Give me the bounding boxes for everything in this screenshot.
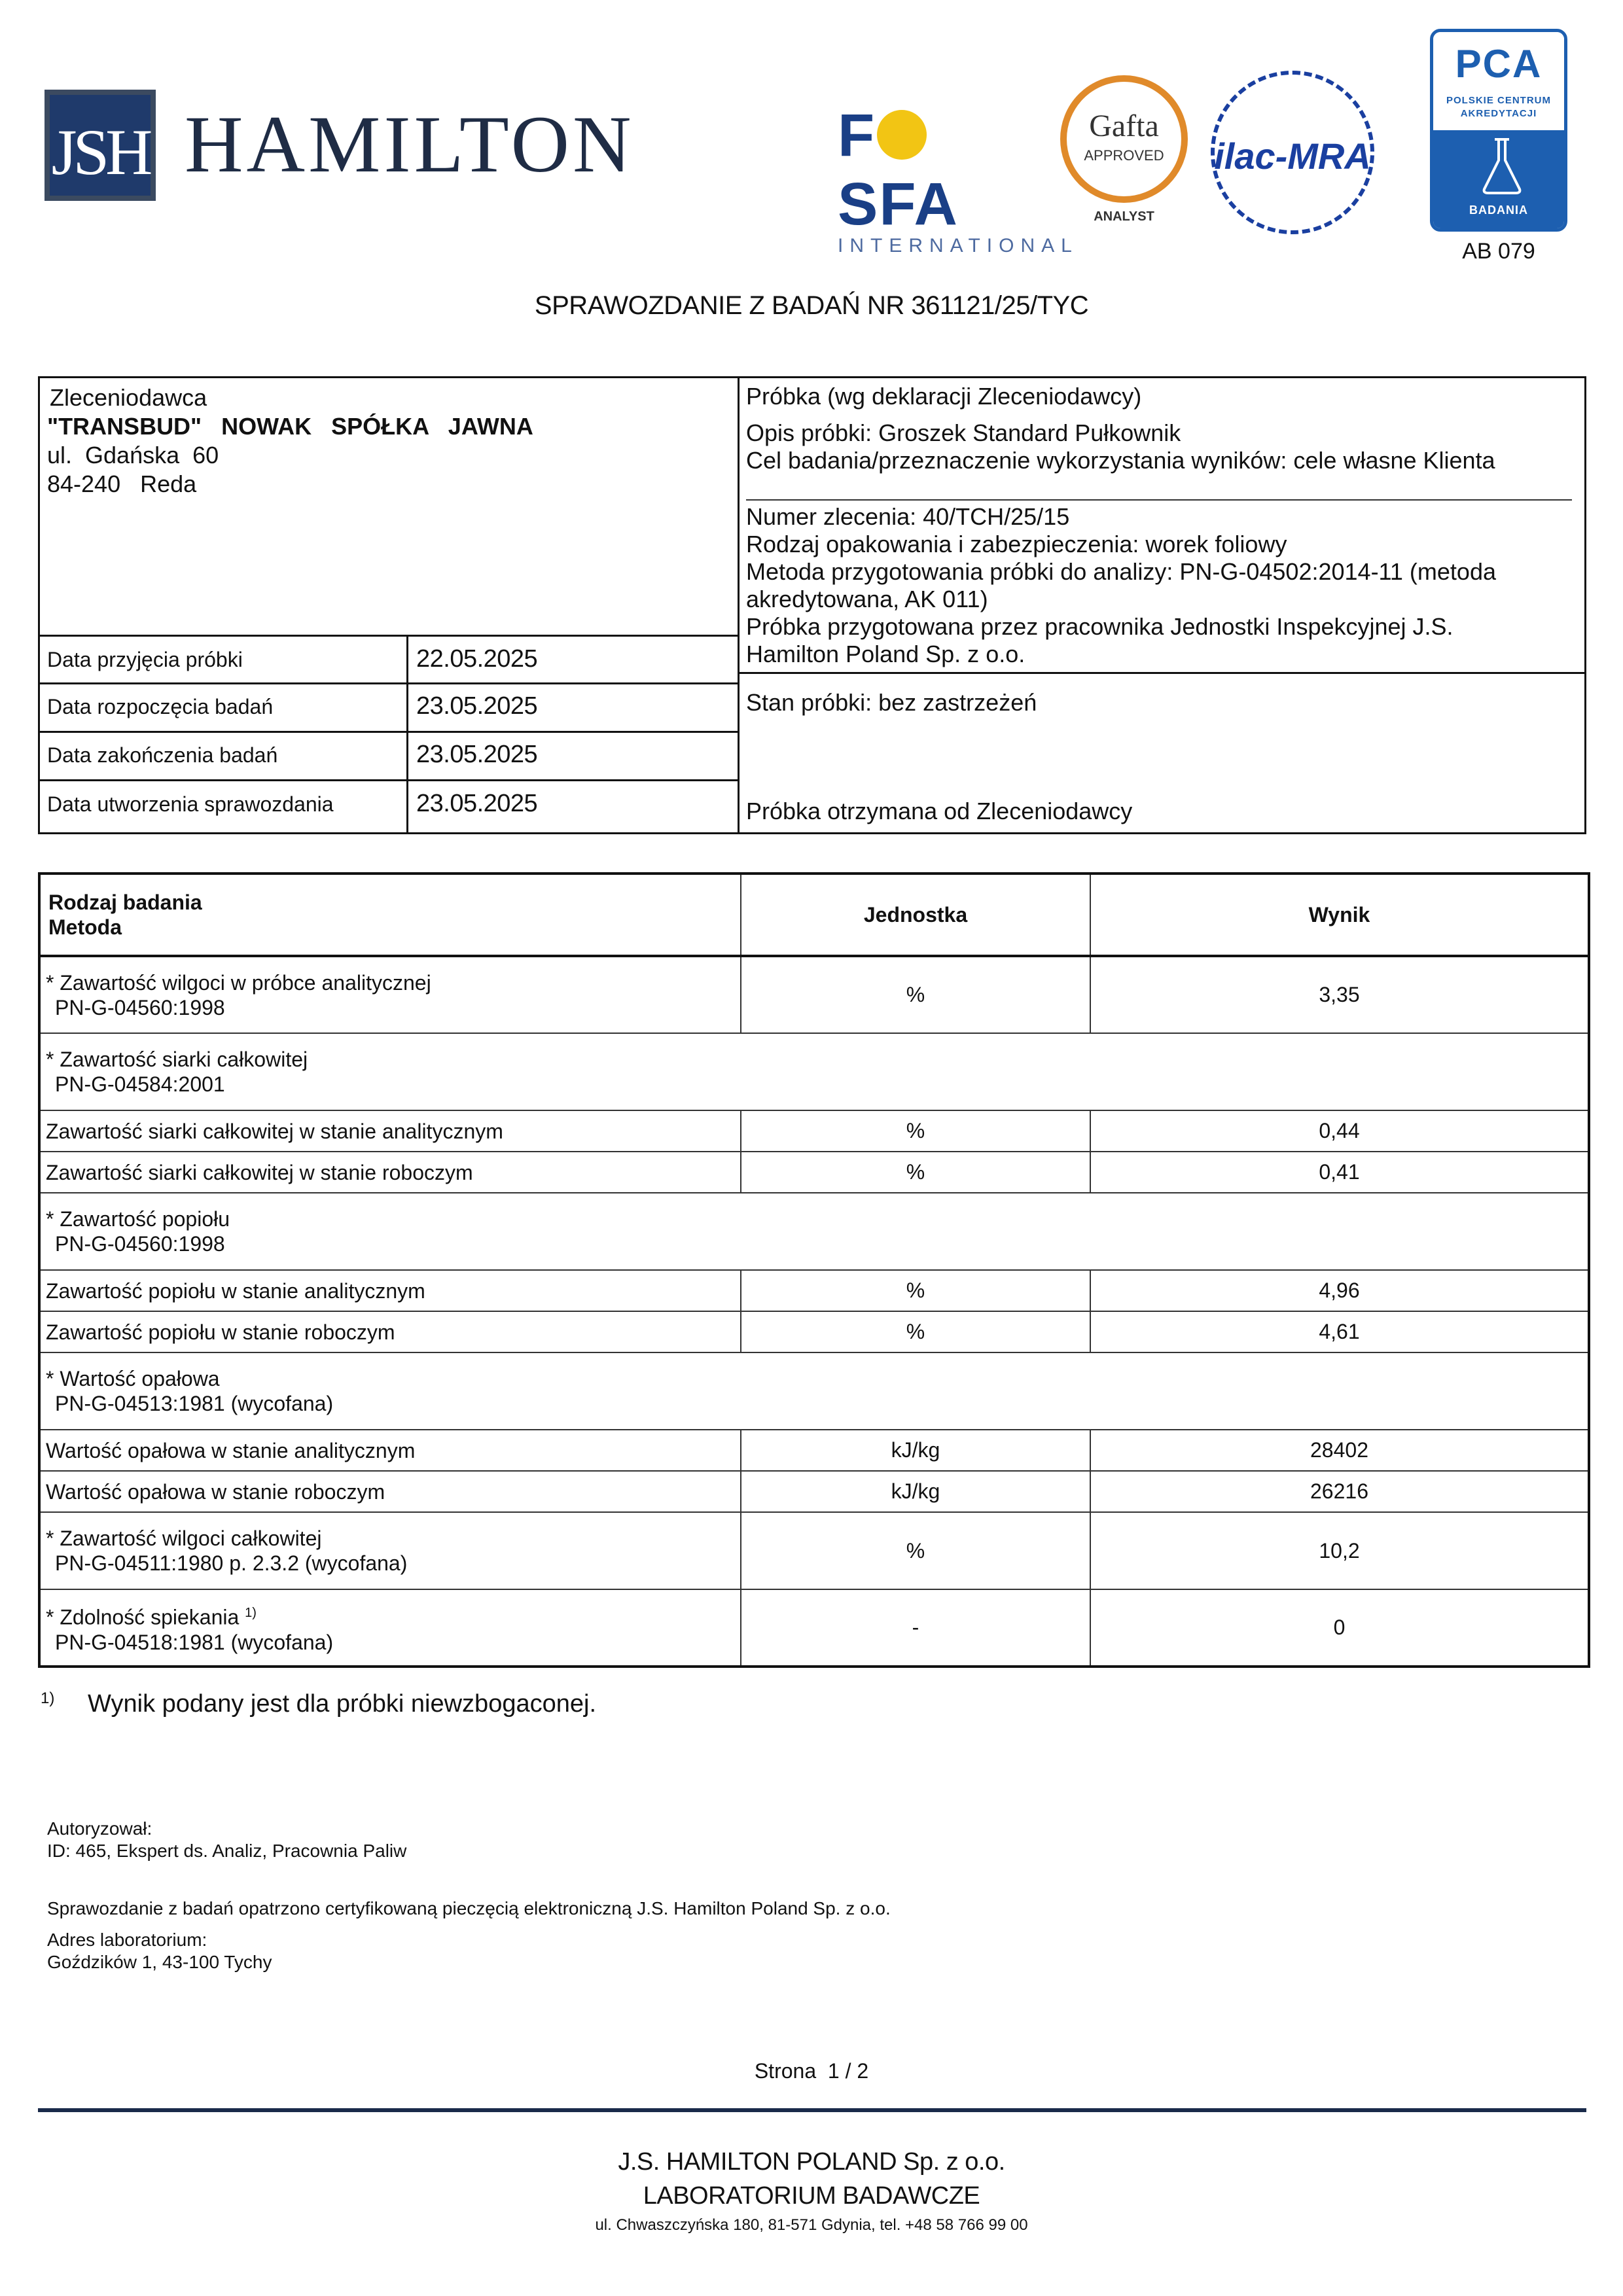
test-unit: % [741, 1270, 1090, 1311]
client-street: ul. Gdańska 60 [47, 442, 219, 468]
header-result: Wynik [1090, 874, 1589, 956]
test-title: Zawartość siarki całkowitej w stanie analitycznym [39, 1110, 741, 1152]
date-grid-line [38, 635, 739, 637]
table-row [39, 1430, 1589, 1471]
accreditation-code: AB 079 [1462, 239, 1535, 264]
test-value: 28402 [1090, 1430, 1589, 1471]
gafta-line1: Gafta [1089, 109, 1159, 143]
globe-icon [877, 110, 927, 160]
table-row [39, 1270, 1589, 1311]
pca-logo-text: PCA [1455, 42, 1543, 86]
test-title: Wartość opałowa w stanie roboczym [39, 1471, 741, 1512]
test-title: * Wartość opałowa [46, 1367, 220, 1390]
header-unit: Jednostka [741, 874, 1090, 956]
test-value: 3,35 [1090, 956, 1589, 1033]
footer-divider [38, 2108, 1586, 2112]
sample-heading: Próbka (wg deklaracji Zleceniodawcy) [746, 383, 1142, 410]
date-value: 23.05.2025 [416, 692, 538, 720]
test-unit: - [741, 1589, 1090, 1667]
sample-separator [746, 499, 1572, 501]
table-row [39, 1352, 1589, 1430]
test-method: PN-G-04518:1981 (wycofana) [55, 1630, 334, 1654]
lab-address-label: Adres laboratorium: [47, 1930, 207, 1950]
page-number: Strona 1 / 2 [754, 2059, 869, 2083]
brand-name: HAMILTON [185, 99, 635, 189]
test-title: * Zdolność spiekania [46, 1605, 240, 1629]
pca-sub2: AKREDYTACJI [1460, 108, 1537, 119]
test-unit: % [741, 1152, 1090, 1193]
date-grid-line [38, 731, 739, 733]
footer-address: ul. Chwaszczyńska 180, 81-571 Gdynia, tel. +48 58 766 99 00 [595, 2216, 1028, 2234]
test-value: 4,61 [1090, 1311, 1589, 1352]
prep-method-line2: akredytowana, AK 011) [746, 586, 988, 612]
gafta-line2: APPROVED [1084, 147, 1164, 164]
test-method: PN-G-04513:1981 (wycofana) [55, 1392, 334, 1415]
test-title: * Zawartość popiołu [46, 1207, 230, 1231]
test-value: 0,41 [1090, 1152, 1589, 1193]
prepared-by-line1: Próbka przygotowana przez pracownika Jednostki Inspekcyjnej J.S. [746, 613, 1454, 640]
test-title: Zawartość popiołu w stanie analitycznym [39, 1270, 741, 1311]
prepared-by-line2: Hamilton Poland Sp. z o.o. [746, 641, 1026, 667]
date-value: 22.05.2025 [416, 645, 538, 673]
table-row [39, 1589, 1589, 1667]
client-label: Zleceniodawca [50, 384, 207, 411]
prep-method-line1: Metoda przygotowania próbki do analizy: PN-G-04502:2014-11 (metoda [746, 558, 1496, 585]
client-name: "TRANSBUD" NOWAK SPÓŁKA JAWNA [47, 413, 533, 440]
table-row [39, 1193, 1589, 1270]
order-number: Numer zlecenia: 40/TCH/25/15 [746, 503, 1070, 530]
client-city: 84-240 Reda [47, 470, 197, 497]
footnote-text: Wynik podany jest dla próbki niewzbogaconej. [88, 1690, 596, 1718]
gafta-line3: ANALYST [1094, 209, 1154, 224]
ilac-mra-logo [1211, 71, 1374, 234]
date-grid-vline [406, 635, 408, 834]
footnote-mark: 1) [41, 1689, 55, 1707]
pca-accreditation-logo [1430, 29, 1567, 232]
pca-badania: BADANIA [1469, 203, 1528, 217]
fosfa-logo [838, 101, 1079, 256]
results-table [38, 872, 1590, 1668]
test-unit: kJ/kg [741, 1471, 1090, 1512]
test-title: * Zawartość wilgoci w próbce analitycznej [46, 970, 431, 995]
header-type: Rodzaj badania [48, 891, 202, 914]
test-title: Zawartość popiołu w stanie roboczym [39, 1311, 741, 1352]
date-grid-line [38, 779, 739, 781]
date-label: Data przyjęcia próbki [47, 648, 243, 671]
packaging: Rodzaj opakowania i zabezpieczenia: worek foliowy [746, 531, 1287, 557]
table-row [39, 1152, 1589, 1193]
test-value: 0 [1090, 1589, 1589, 1667]
hamilton-monogram-logo [45, 90, 156, 201]
test-unit: % [741, 1512, 1090, 1589]
results-header-row [39, 874, 1589, 956]
table-row [39, 1033, 1589, 1110]
header-method: Metoda [48, 915, 122, 939]
table-row [39, 1110, 1589, 1152]
test-title: Wartość opałowa w stanie analitycznym [39, 1430, 741, 1471]
table-row [39, 956, 1589, 1033]
sample-section-line [738, 672, 1586, 674]
sample-received-from: Próbka otrzymana od Zleceniodawcy [746, 798, 1133, 824]
table-row [39, 1471, 1589, 1512]
gafta-logo [1060, 75, 1188, 226]
test-unit: kJ/kg [741, 1430, 1090, 1471]
date-value: 23.05.2025 [416, 741, 538, 768]
flask-icon [1479, 137, 1525, 196]
test-value: 4,96 [1090, 1270, 1589, 1311]
lab-address: Goździków 1, 43-100 Tychy [47, 1952, 272, 1972]
header-type-method [39, 874, 741, 956]
test-method: PN-G-04584:2001 [55, 1072, 225, 1096]
fosfa-sub: INTERNATIONAL [838, 235, 1079, 256]
test-method: PN-G-04560:1998 [55, 1232, 225, 1256]
test-unit: % [741, 1110, 1090, 1152]
footer-lab: LABORATORIUM BADAWCZE [643, 2182, 980, 2210]
seal-note: Sprawozdanie z badań opatrzono certyfikowaną pieczęcią elektroniczną J.S. Hamilton Poland Sp. z o.o. [47, 1898, 891, 1918]
test-title: * Zawartość wilgoci całkowitej [46, 1527, 322, 1550]
sample-purpose: Cel badania/przeznaczenie wykorzystania wyników: cele własne Klienta [746, 447, 1495, 474]
fosfa-word-right: SFA [838, 171, 959, 238]
test-method: PN-G-04511:1980 p. 2.3.2 (wycofana) [55, 1551, 408, 1575]
test-method: PN-G-04560:1998 [55, 995, 225, 1019]
date-label: Data utworzenia sprawozdania [47, 792, 334, 816]
sample-description: Opis próbki: Groszek Standard Pułkownik [746, 419, 1181, 446]
authorized-person: ID: 465, Ekspert ds. Analiz, Pracownia Paliw [47, 1841, 407, 1861]
ilac-text: ilac-MRA [1214, 135, 1371, 177]
monogram-text: JSH [51, 116, 149, 188]
date-grid-line [38, 682, 739, 684]
test-unit: % [741, 1311, 1090, 1352]
table-row [39, 1512, 1589, 1589]
footnote-ref: 1) [245, 1606, 257, 1621]
sample-condition: Stan próbki: bez zastrzeżeń [746, 689, 1037, 716]
test-title: * Zawartość siarki całkowitej [46, 1048, 308, 1071]
test-value: 26216 [1090, 1471, 1589, 1512]
test-value: 0,44 [1090, 1110, 1589, 1152]
fosfa-word-left: F [838, 102, 876, 169]
date-value: 23.05.2025 [416, 790, 538, 817]
date-label: Data rozpoczęcia badań [47, 695, 274, 718]
table-row [39, 1311, 1589, 1352]
test-unit: % [741, 956, 1090, 1033]
pca-sub1: POLSKIE CENTRUM [1446, 95, 1551, 106]
report-title: SPRAWOZDANIE Z BADAŃ NR 361121/25/TYC [534, 291, 1089, 320]
info-divider [738, 376, 740, 834]
date-label: Data zakończenia badań [47, 743, 278, 767]
authorized-label: Autoryzował: [47, 1818, 152, 1839]
test-title: Zawartość siarki całkowitej w stanie roboczym [39, 1152, 741, 1193]
footer-company: J.S. HAMILTON POLAND Sp. z o.o. [618, 2148, 1005, 2176]
test-value: 10,2 [1090, 1512, 1589, 1589]
